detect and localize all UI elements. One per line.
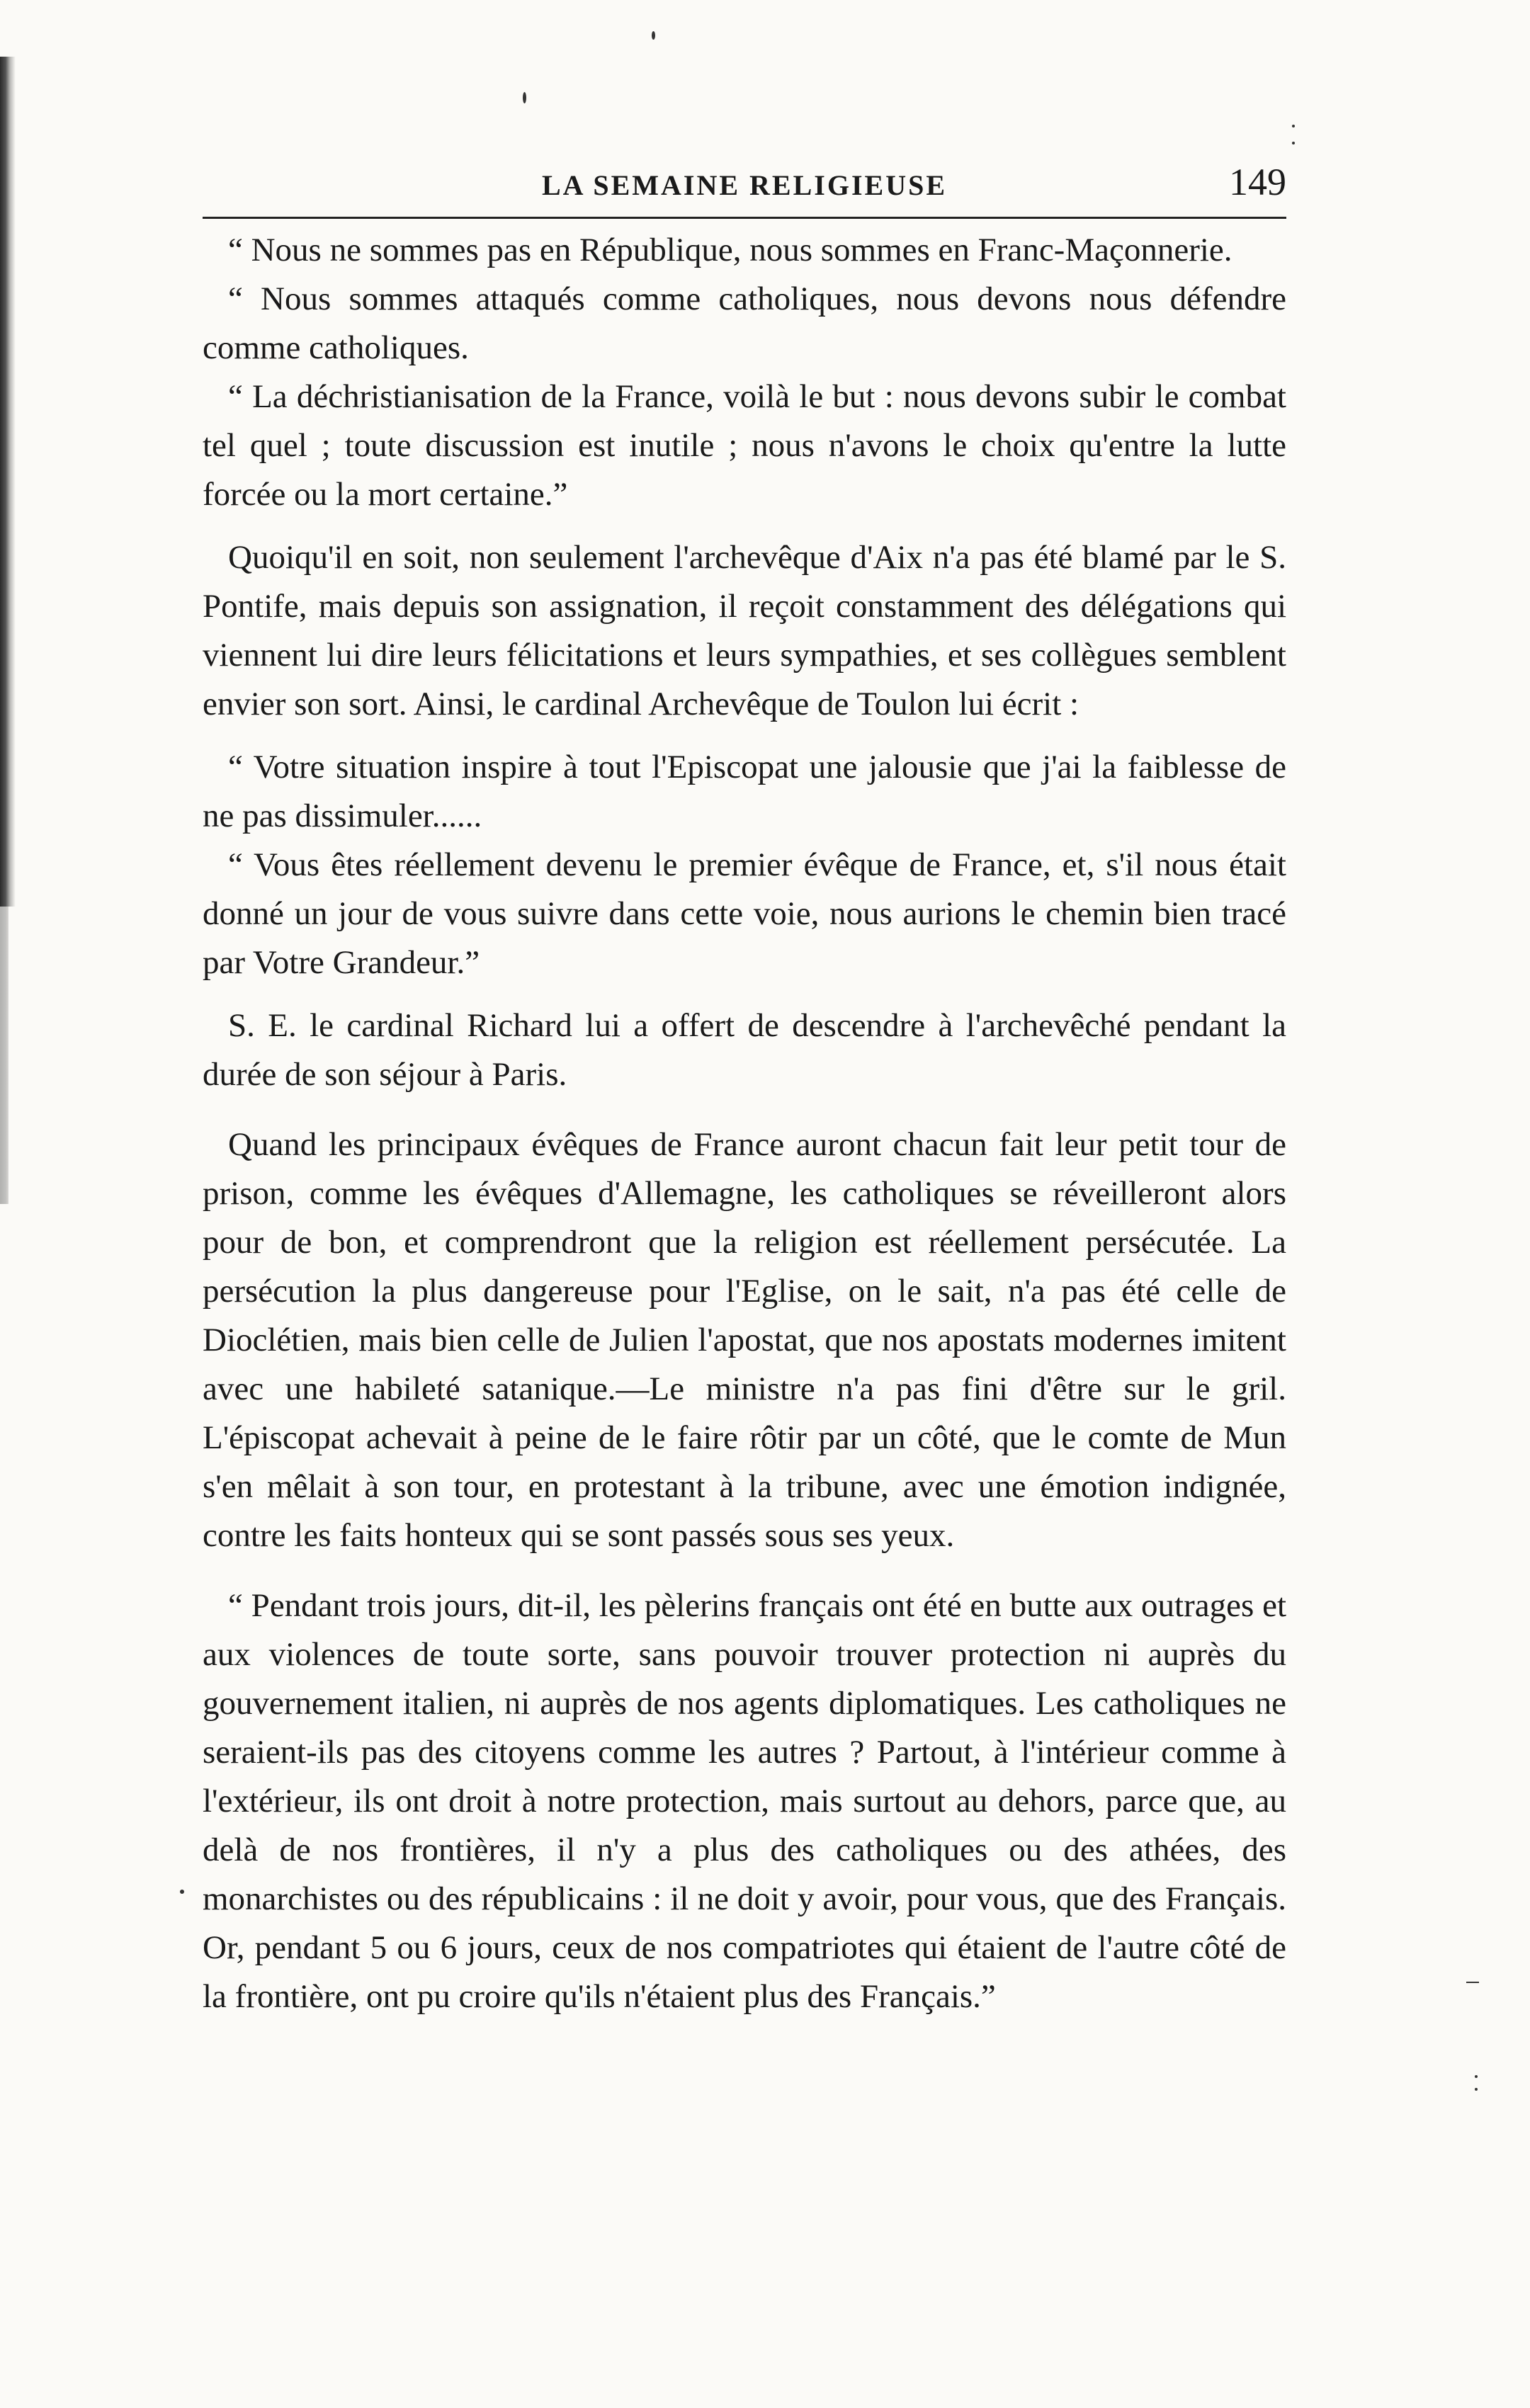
running-header (203, 156, 1286, 212)
book-page (203, 156, 1286, 2021)
paragraph: S. E. le cardinal Richard lui a offert de descendre à l'archevêché pendant la durée de son séjour à Paris. (203, 1007, 1286, 1093)
paragraph: Quoiqu'il en soit, non seulement l'archevêque d'Aix n'a pas été blamé par le S. Pontife, mais depuis son assignation, il reçoit constamment des délégations qui viennent lui dire leurs félicitations et leurs sympathies, et ses collègues semblent envier son sort. Ainsi, le cardinal Archevêque de Toulon lui écrit : (203, 539, 1286, 722)
page-number: 149 (1229, 161, 1286, 203)
scan-speck (1292, 125, 1295, 127)
scan-speck (1475, 2088, 1478, 2091)
paragraph: “ Votre situation inspire à tout l'Episcopat une jalousie que j'ai la faiblesse de ne pas dissimuler...... (203, 749, 1286, 834)
scan-speck (180, 1890, 184, 1894)
paragraph: “ La déchristianisation de la France, voilà le but : nous devons subir le combat tel quel ; toute discussion est inutile ; nous n'avons le choix qu'entre la lutte forcée ou la mort certaine.” (203, 378, 1286, 513)
scan-binding-shadow-lower (0, 907, 8, 1204)
running-title: LA SEMAINE RELIGIEUSE (541, 169, 948, 201)
scan-speck (1475, 2075, 1478, 2078)
scan-speck (652, 31, 655, 40)
paragraph: “ Vous êtes réellement devenu le premier évêque de France, et, s'il nous était donné un jour de vous suivre dans cette voie, nous aurions le chemin bien tracé par Votre Grandeur.” (203, 846, 1286, 981)
paragraph: Quand les principaux évêques de France auront chacun fait leur petit tour de prison, comme les évêques d'Allemagne, les catholiques se réveilleront alors pour de bon, et comprendront que la religion est réellement persécutée. La persécution la plus dangereuse pour l'Eglise, on le sait, n'a pas été celle de Dioclétien, mais bien celle de Julien l'apostat, que nos apostats modernes imitent avec une habileté satanique.—Le ministre n'a pas fini d'être sur le gril. L'épiscopat achevait à peine de le faire rôtir par un côté, que le comte de Mun s'en mêlait à son tour, en protestant à la tribune, avec une émotion indignée, contre les faits honteux qui se sont passés sous ses yeux. (203, 1126, 1286, 1554)
scan-speck (523, 92, 526, 103)
body-text (203, 226, 1286, 2021)
header-rule (203, 217, 1286, 219)
scan-speck (1292, 142, 1295, 144)
paragraph: “ Pendant trois jours, dit-il, les pèlerins français ont été en butte aux outrages et aux violences de toute sorte, sans pouvoir trouver protection ni auprès du gouvernement italien, ni auprès de nos agents diplomatiques. Les catholiques ne seraient-ils pas des citoyens comme les autres ? Partout, à l'intérieur comme à l'extérieur, ils ont droit à notre protection, mais surtout au dehors, parce que, au delà de nos frontières, il n'y a plus des catholiques ou des athées, des monarchistes ou des républicains : il ne doit y avoir, pour vous, que des Français. Or, pendant 5 ou 6 jours, ceux de nos compatriotes qui étaient de l'autre côté de la frontière, ont pu croire qu'ils n'étaient plus des Français.” (203, 1587, 1286, 2015)
paragraph: “ Nous sommes attaqués comme catholiques, nous devons nous défendre comme catholiques. (203, 280, 1286, 366)
scan-binding-shadow (0, 57, 16, 907)
paragraph: “ Nous ne sommes pas en République, nous sommes en Franc-Maçonnerie. (228, 232, 1232, 268)
scan-speck (1466, 1982, 1479, 1983)
